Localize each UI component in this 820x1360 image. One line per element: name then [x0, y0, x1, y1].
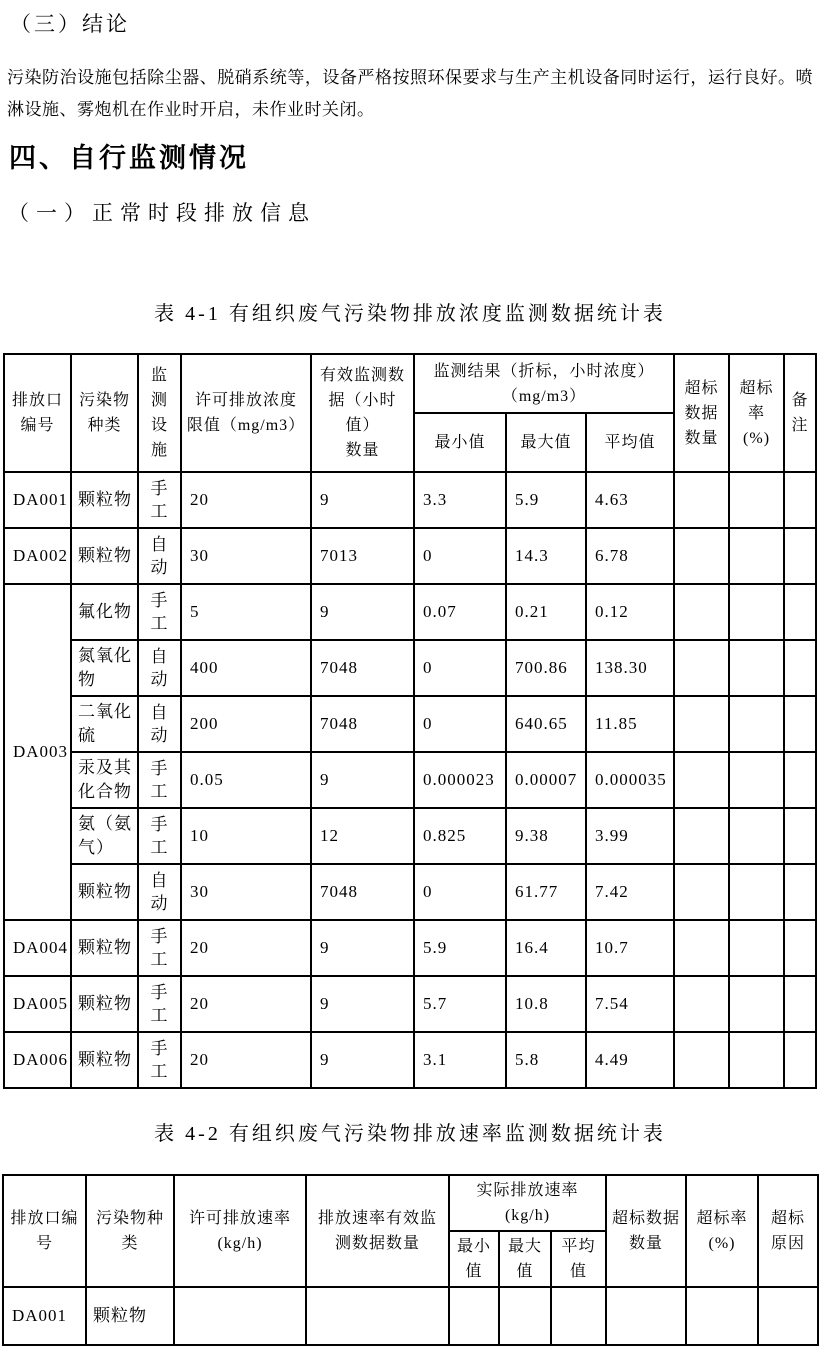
col-rate-limit-header: 许可排放速率 (kg/h) — [174, 1175, 306, 1287]
cell-min: 0.000023 — [414, 752, 506, 808]
cell-note — [784, 696, 816, 752]
cell-count: 12 — [311, 808, 414, 864]
cell-exceed-rate — [729, 472, 784, 528]
cell-limit: 5 — [181, 584, 311, 640]
cell-exceed-count — [674, 864, 729, 920]
col-limit-header: 许可排放浓度 限值（mg/m3） — [181, 354, 311, 472]
cell-min: 5.7 — [414, 976, 506, 1032]
cell-count: 7048 — [311, 696, 414, 752]
table-header-row — [4, 354, 816, 413]
col-note-header: 备 注 — [784, 354, 816, 472]
cell-exceed-rate — [729, 696, 784, 752]
cell-exceed-count — [674, 640, 729, 696]
cell-exceed-count — [674, 584, 729, 640]
cell-max: 10.8 — [506, 976, 586, 1032]
cell-limit: 20 — [181, 976, 311, 1032]
self-monitoring-heading: 四、自行监测情况 — [9, 143, 249, 173]
table-row — [4, 472, 816, 528]
cell-limit: 10 — [181, 808, 311, 864]
cell-avg: 7.54 — [586, 976, 674, 1032]
col-min-header: 最小值 — [414, 413, 506, 472]
cell-pollutant: 颗粒物 — [86, 1287, 174, 1345]
table-4-2 — [2, 1174, 819, 1346]
cell-max: 5.8 — [506, 1032, 586, 1088]
cell-count: 9 — [311, 976, 414, 1032]
col-avg-header: 平均值 — [586, 413, 674, 472]
table-row — [3, 1287, 818, 1345]
cell-facility: 自 动 — [138, 640, 181, 696]
col-min-header: 最小 值 — [449, 1231, 499, 1287]
cell-avg: 7.42 — [586, 864, 674, 920]
cell-note — [784, 472, 816, 528]
cell-facility: 手 工 — [138, 976, 181, 1032]
cell-max: 61.77 — [506, 864, 586, 920]
cell-pollutant: 颗粒物 — [71, 864, 138, 920]
cell-exceed-rate — [729, 864, 784, 920]
cell-note — [784, 584, 816, 640]
cell-count: 7048 — [311, 640, 414, 696]
col-exceed-rate-header: 超标 率 (%) — [729, 354, 784, 472]
cell-pollutant: 氟化物 — [71, 584, 138, 640]
cell-max: 640.65 — [506, 696, 586, 752]
cell-limit: 200 — [181, 696, 311, 752]
cell-pollutant: 氨（氨 气） — [71, 808, 138, 864]
col-exceed-reason-header: 超标 原因 — [758, 1175, 818, 1287]
cell-exceed-count — [674, 752, 729, 808]
cell-exceed-count — [674, 472, 729, 528]
cell-avg: 0.12 — [586, 584, 674, 640]
table-row — [4, 976, 816, 1032]
table-row — [4, 584, 816, 640]
cell-min: 0 — [414, 640, 506, 696]
cell-avg: 138.30 — [586, 640, 674, 696]
table-row — [4, 696, 816, 752]
table-row — [4, 528, 816, 584]
col-exceed-count-header: 超标 数据 数量 — [674, 354, 729, 472]
col-actual-rate-group-header: 实际排放速率 (kg/h) — [449, 1175, 606, 1231]
cell-min: 0.825 — [414, 808, 506, 864]
cell-note — [784, 1032, 816, 1088]
table-4-1-title: 表 4-1 有组织废气污染物排放浓度监测数据统计表 — [154, 303, 666, 325]
cell-rate-limit — [174, 1287, 306, 1345]
cell-pollutant: 二氧化 硫 — [71, 696, 138, 752]
cell-min — [449, 1287, 499, 1345]
cell-facility: 手 工 — [138, 920, 181, 976]
cell-pollutant: 汞及其 化合物 — [71, 752, 138, 808]
cell-limit: 20 — [181, 1032, 311, 1088]
normal-period-heading: （一）正常时段排放信息 — [8, 201, 316, 225]
cell-max: 700.86 — [506, 640, 586, 696]
cell-note — [784, 528, 816, 584]
cell-exceed-reason — [758, 1287, 818, 1345]
cell-limit: 30 — [181, 864, 311, 920]
cell-outlet: DA001 — [3, 1287, 86, 1345]
col-exceed-rate-header: 超标率 (%) — [686, 1175, 758, 1287]
cell-count: 9 — [311, 920, 414, 976]
cell-note — [784, 920, 816, 976]
col-exceed-count-header: 超标数据 数量 — [606, 1175, 686, 1287]
cell-min: 0 — [414, 696, 506, 752]
cell-exceed-rate — [729, 976, 784, 1032]
cell-max — [499, 1287, 551, 1345]
cell-min: 3.1 — [414, 1032, 506, 1088]
cell-pollutant: 颗粒物 — [71, 976, 138, 1032]
cell-min: 0 — [414, 864, 506, 920]
cell-max: 16.4 — [506, 920, 586, 976]
cell-facility: 手 工 — [138, 752, 181, 808]
cell-count: 9 — [311, 472, 414, 528]
document-page — [0, 10, 820, 1346]
cell-avg: 3.99 — [586, 808, 674, 864]
cell-facility: 手 工 — [138, 808, 181, 864]
cell-facility: 自 动 — [138, 864, 181, 920]
col-count-header: 有效监测数 据（小时值） 数量 — [311, 354, 414, 472]
col-pollutant-header: 污染物 种类 — [71, 354, 138, 472]
cell-note — [784, 976, 816, 1032]
cell-outlet: DA005 — [4, 976, 71, 1032]
cell-avg: 4.63 — [586, 472, 674, 528]
cell-note — [784, 864, 816, 920]
table-row — [4, 920, 816, 976]
cell-exceed-rate — [729, 584, 784, 640]
cell-exceed-count — [606, 1287, 686, 1345]
table-4-2-title: 表 4-2 有组织废气污染物排放速率监测数据统计表 — [154, 1123, 666, 1145]
col-result-group-header: 监测结果（折标，小时浓度） （mg/m3） — [414, 354, 674, 413]
cell-note — [784, 640, 816, 696]
cell-avg: 0.000035 — [586, 752, 674, 808]
cell-pollutant: 颗粒物 — [71, 1032, 138, 1088]
cell-exceed-rate — [729, 528, 784, 584]
cell-max: 0.00007 — [506, 752, 586, 808]
cell-count: 7013 — [311, 528, 414, 584]
cell-note — [784, 808, 816, 864]
cell-max: 9.38 — [506, 808, 586, 864]
col-max-header: 最大 值 — [499, 1231, 551, 1287]
col-facility-header: 监 测 设 施 — [138, 354, 181, 472]
cell-avg: 10.7 — [586, 920, 674, 976]
cell-facility: 自 动 — [138, 528, 181, 584]
cell-count: 9 — [311, 584, 414, 640]
cell-exceed-count — [674, 808, 729, 864]
cell-limit: 20 — [181, 472, 311, 528]
cell-pollutant: 颗粒物 — [71, 528, 138, 584]
cell-facility: 手 工 — [138, 472, 181, 528]
cell-exceed-rate — [729, 1032, 784, 1088]
cell-avg: 6.78 — [586, 528, 674, 584]
cell-facility: 自 动 — [138, 696, 181, 752]
table-4-1 — [3, 353, 817, 1089]
cell-exceed-rate — [729, 640, 784, 696]
table-row — [4, 752, 816, 808]
cell-exceed-rate — [729, 752, 784, 808]
cell-avg: 11.85 — [586, 696, 674, 752]
cell-pollutant: 颗粒物 — [71, 920, 138, 976]
cell-exceed-count — [674, 696, 729, 752]
cell-pollutant: 颗粒物 — [71, 472, 138, 528]
cell-outlet: DA003 — [4, 584, 71, 920]
table-header-row — [3, 1175, 818, 1231]
cell-min: 5.9 — [414, 920, 506, 976]
cell-max: 14.3 — [506, 528, 586, 584]
cell-count: 9 — [311, 752, 414, 808]
col-pollutant-header: 污染物种 类 — [86, 1175, 174, 1287]
cell-facility: 手 工 — [138, 584, 181, 640]
conclusion-paragraph: 污染防治设施包括除尘器、脱硝系统等，设备严格按照环保要求与生产主机设备同时运行，运行良好。喷淋设施、雾炮机在作业时开启，未作业时关闭。 — [7, 68, 813, 119]
cell-count: 7048 — [311, 864, 414, 920]
cell-exceed-count — [674, 920, 729, 976]
cell-outlet: DA006 — [4, 1032, 71, 1088]
col-outlet-header: 排放口 编号 — [4, 354, 71, 472]
cell-min: 0.07 — [414, 584, 506, 640]
cell-pollutant: 氮氧化 物 — [71, 640, 138, 696]
cell-count — [306, 1287, 449, 1345]
col-outlet-header: 排放口编 号 — [3, 1175, 86, 1287]
col-count-header: 排放速率有效监 测数据数量 — [306, 1175, 449, 1287]
cell-min: 3.3 — [414, 472, 506, 528]
cell-exceed-count — [674, 976, 729, 1032]
cell-exceed-count — [674, 528, 729, 584]
cell-count: 9 — [311, 1032, 414, 1088]
cell-limit: 30 — [181, 528, 311, 584]
cell-limit: 0.05 — [181, 752, 311, 808]
cell-limit: 400 — [181, 640, 311, 696]
cell-avg — [551, 1287, 606, 1345]
cell-outlet: DA001 — [4, 472, 71, 528]
cell-facility: 手 工 — [138, 1032, 181, 1088]
conclusion-heading: （三）结论 — [10, 12, 130, 36]
cell-limit: 20 — [181, 920, 311, 976]
cell-outlet: DA002 — [4, 528, 71, 584]
col-avg-header: 平均 值 — [551, 1231, 606, 1287]
cell-exceed-rate — [729, 920, 784, 976]
table-row — [4, 808, 816, 864]
table-row — [4, 640, 816, 696]
cell-max: 5.9 — [506, 472, 586, 528]
col-max-header: 最大值 — [506, 413, 586, 472]
cell-exceed-rate — [686, 1287, 758, 1345]
cell-max: 0.21 — [506, 584, 586, 640]
cell-outlet: DA004 — [4, 920, 71, 976]
cell-exceed-count — [674, 1032, 729, 1088]
cell-exceed-rate — [729, 808, 784, 864]
table-row — [4, 1032, 816, 1088]
cell-min: 0 — [414, 528, 506, 584]
cell-note — [784, 752, 816, 808]
table-row — [4, 864, 816, 920]
cell-avg: 4.49 — [586, 1032, 674, 1088]
